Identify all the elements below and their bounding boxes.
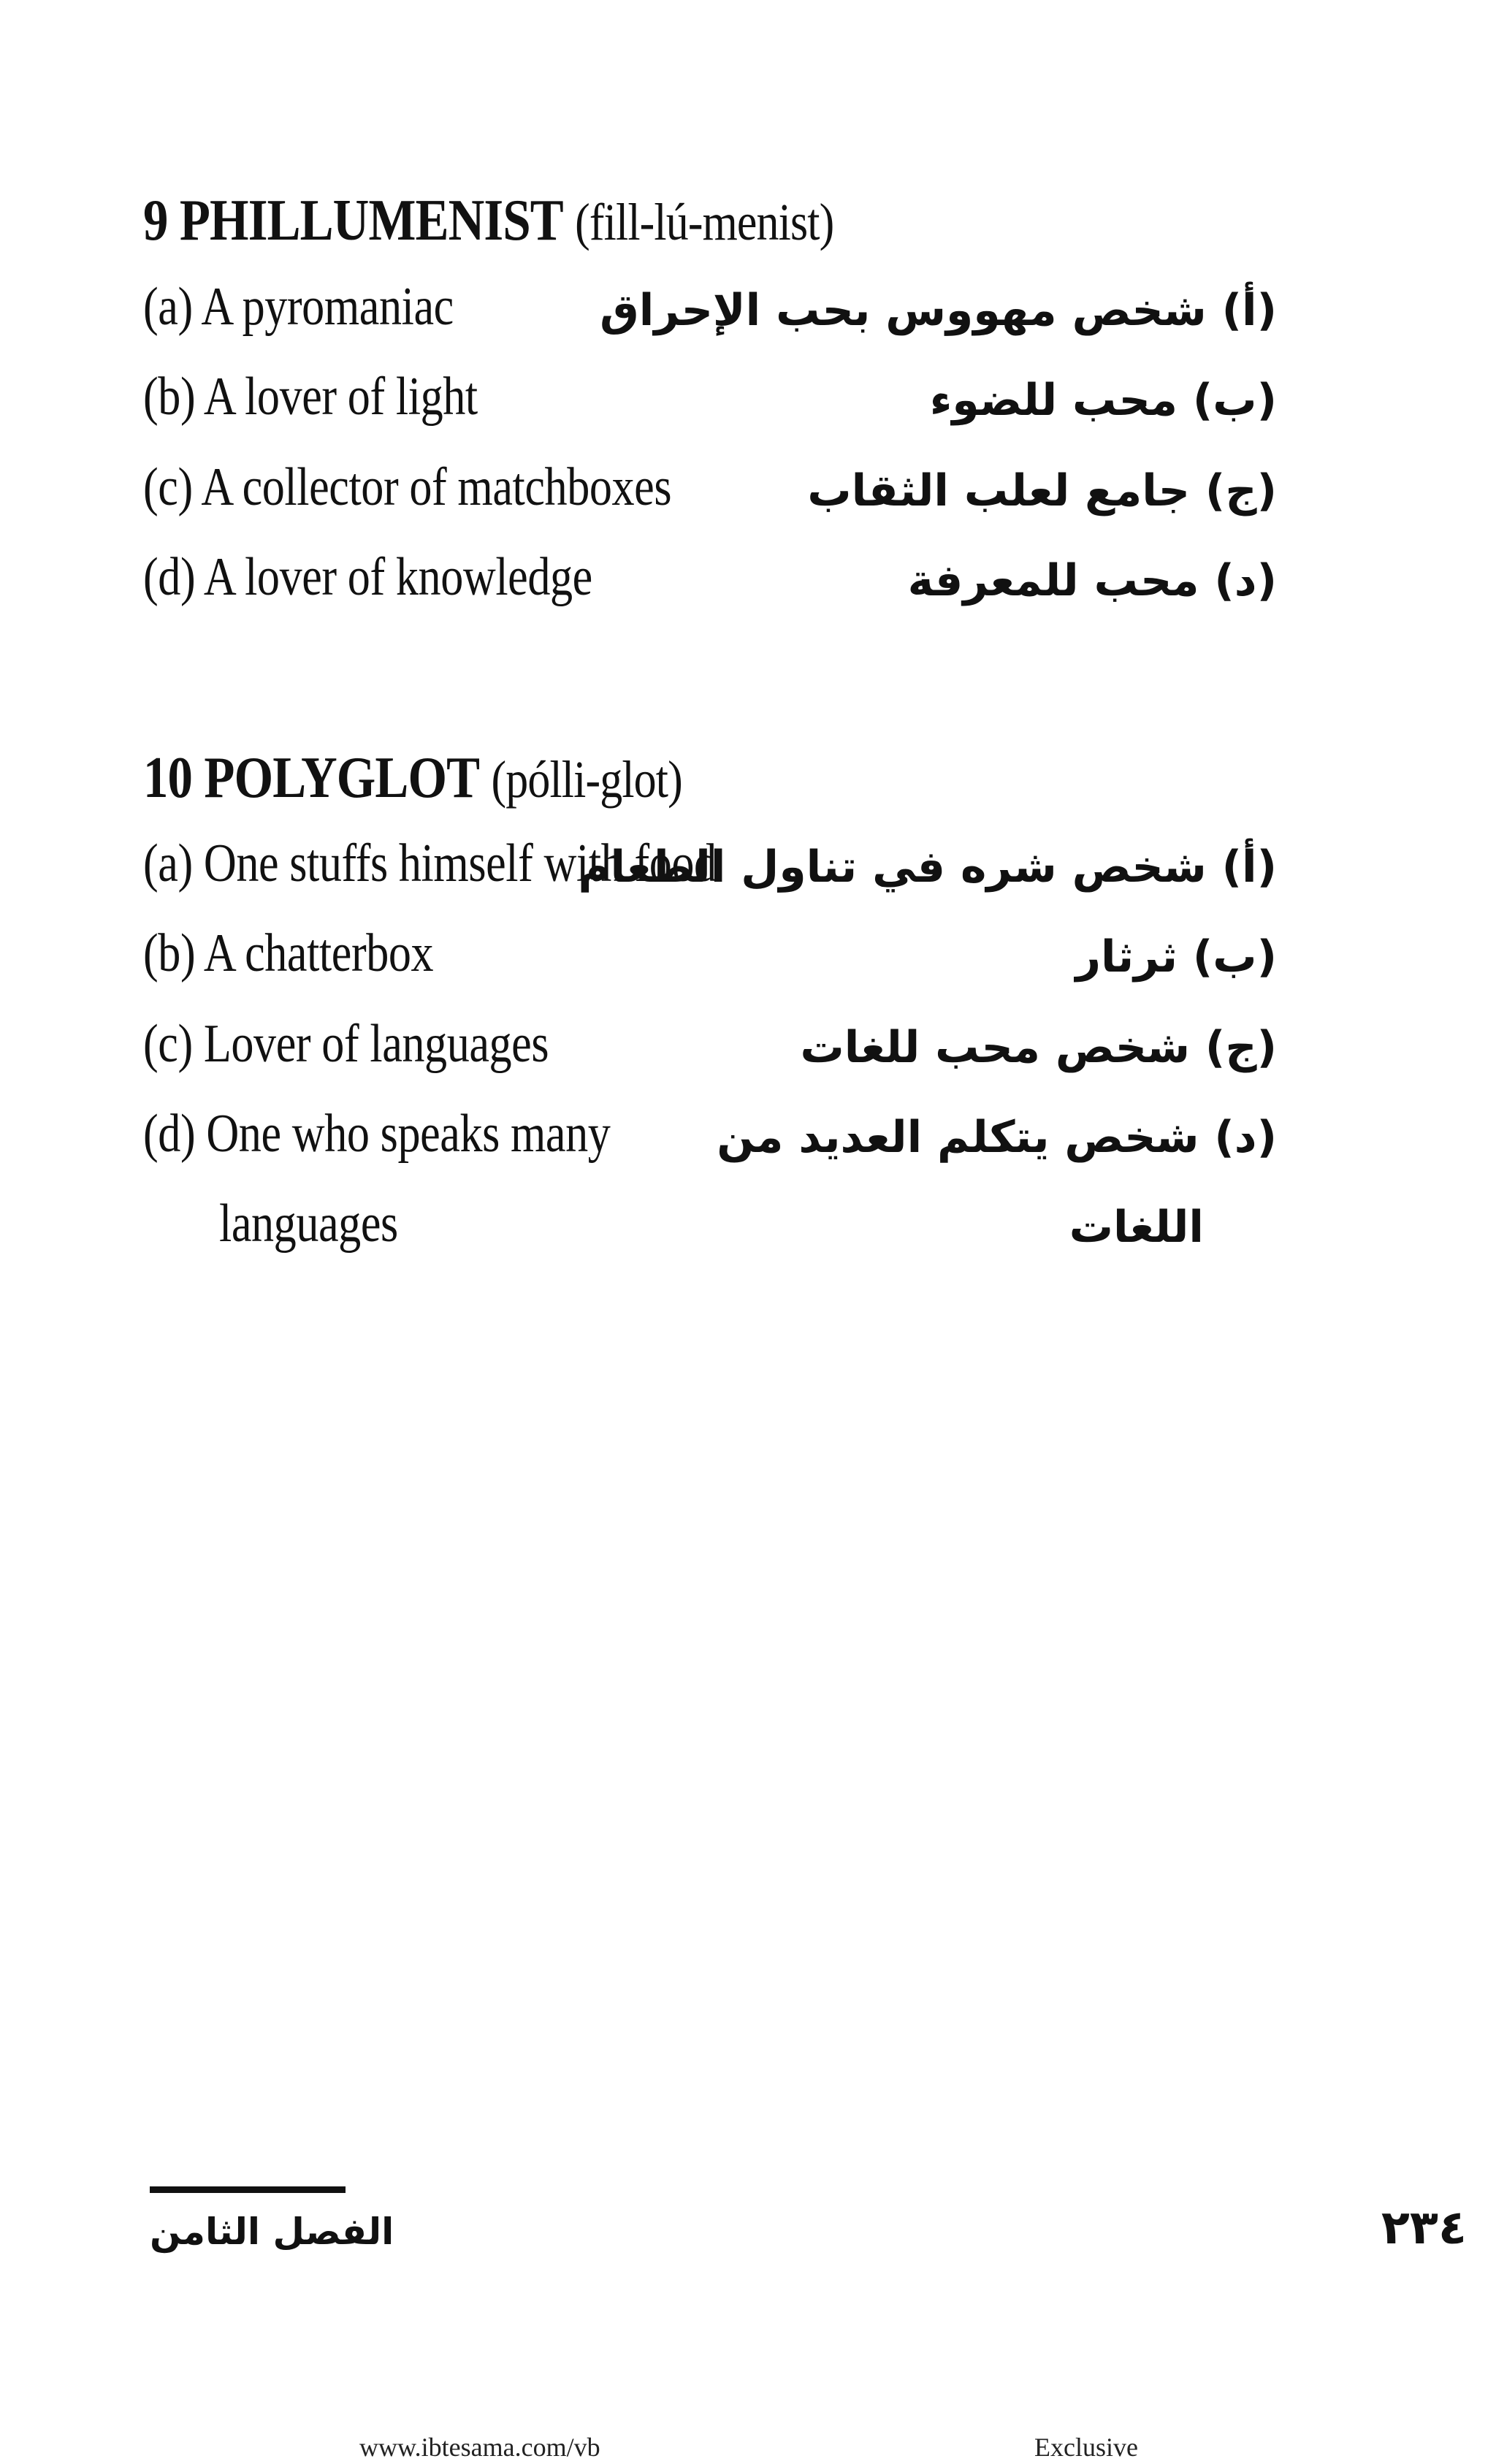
question-9-title bbox=[143, 188, 834, 253]
question-10-option-d-ar-continued: اللغات bbox=[1069, 1202, 1204, 1253]
question-9-option-c-en: (c) A collector of matchboxes bbox=[143, 457, 672, 517]
question-9-pronunciation: (fill-lú-menist) bbox=[575, 193, 834, 251]
question-10-option-d-ar: (د) شخص يتكلم العديد من bbox=[717, 1112, 1277, 1163]
page-number: ٢٣٤ bbox=[1381, 2201, 1467, 2255]
question-10-option-b-ar: (ب) ثرثار bbox=[1075, 931, 1277, 983]
question-9-word: PHILLUMENIST bbox=[179, 188, 563, 253]
question-10-option-a-en: (a) One stuffs himself with food bbox=[143, 834, 717, 893]
question-10-option-d-en: (d) One who speaks many bbox=[143, 1104, 611, 1164]
chapter-rule bbox=[150, 2186, 346, 2193]
chapter-label: الفصل الثامن bbox=[150, 2211, 394, 2253]
question-9-option-d-en: (d) A lover of knowledge bbox=[143, 547, 592, 607]
question-10-option-d-en-continued: languages bbox=[219, 1194, 398, 1254]
question-9-option-a-en: (a) A pyromaniac bbox=[143, 277, 454, 337]
question-9-option-c-ar: (ج) جامع لعلب الثقاب bbox=[807, 465, 1277, 516]
question-9-number: 9 bbox=[143, 188, 168, 253]
question-10-option-c-ar: (ج) شخص محب للغات bbox=[800, 1022, 1277, 1073]
question-9-option-b-en: (b) A lover of light bbox=[143, 367, 478, 427]
question-10-option-b-en: (b) A chatterbox bbox=[143, 923, 434, 983]
question-10-option-a-ar: (أ) شخص شره في تناول الطعام bbox=[578, 842, 1277, 893]
question-10-pronunciation: (pólli-glot) bbox=[491, 750, 682, 809]
question-10-option-c-en: (c) Lover of languages bbox=[143, 1014, 549, 1074]
question-9-option-a-ar: (أ) شخص مهووس بحب الإحراق bbox=[600, 285, 1277, 336]
question-9-option-d-ar: (د) محب للمعرفة bbox=[907, 555, 1277, 606]
question-9-option-b-ar: (ب) محب للضوء bbox=[929, 375, 1277, 426]
exclusive-footer: Exclusive bbox=[1034, 2433, 1138, 2462]
question-10-word: POLYGLOT bbox=[204, 746, 480, 810]
website-footer: www.ibtesama.com/vb bbox=[359, 2433, 600, 2462]
question-10-title bbox=[143, 746, 682, 810]
question-10-number: 10 bbox=[143, 746, 193, 810]
